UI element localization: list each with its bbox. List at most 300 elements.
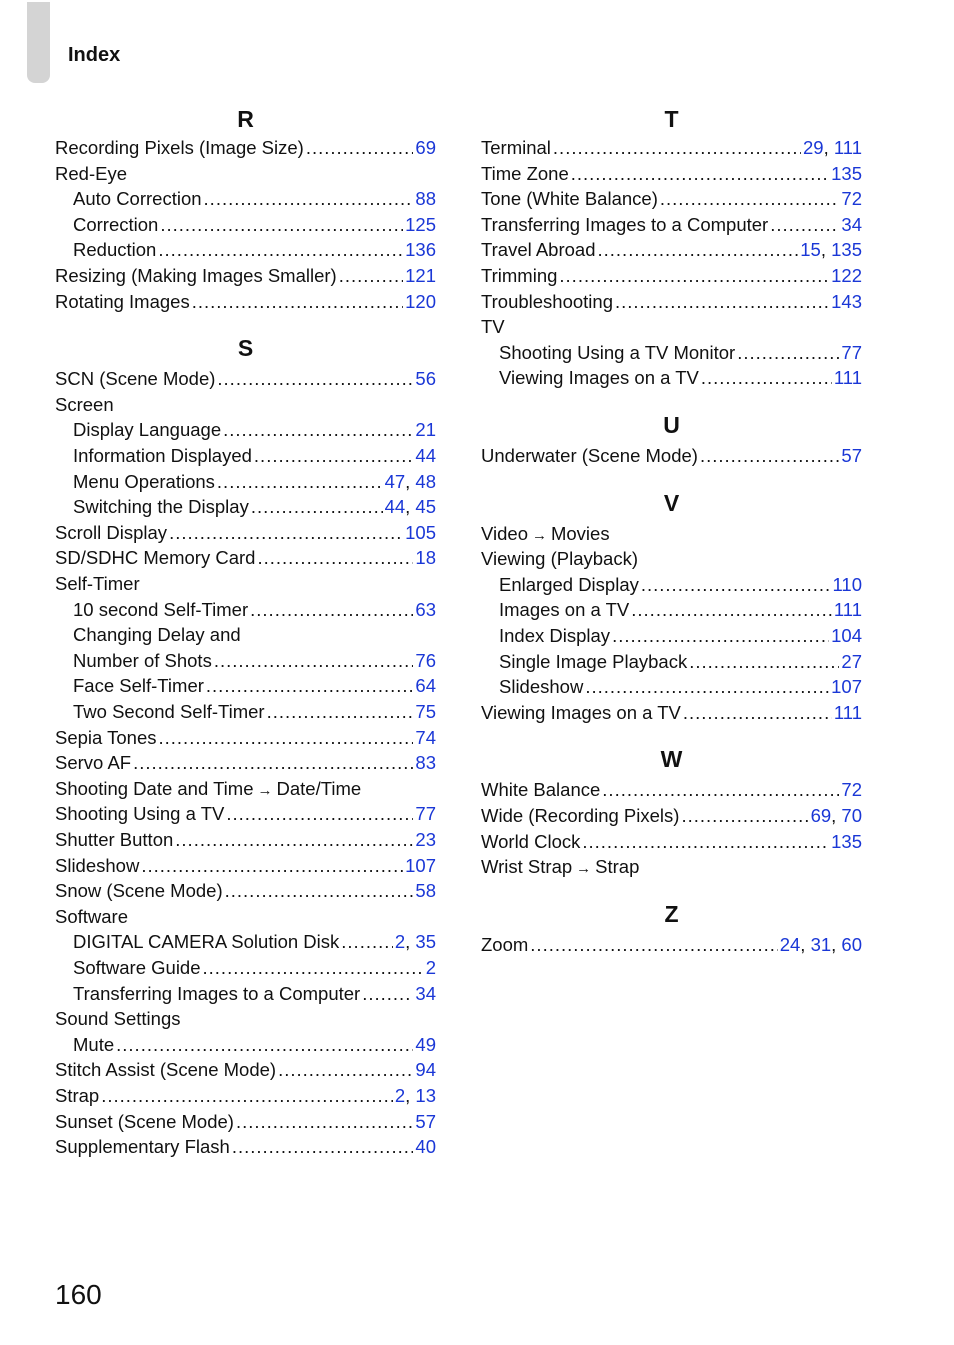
page-link[interactable]: 75 — [415, 701, 436, 722]
page-link[interactable]: 105 — [405, 521, 436, 543]
index-subentry — [73, 981, 436, 1007]
index-entry — [481, 237, 862, 263]
index-entry — [481, 161, 862, 187]
page-link[interactable]: 74 — [415, 726, 436, 748]
page-link[interactable]: 35 — [415, 931, 436, 953]
index-term: Wide (Recording Pixels) — [481, 805, 680, 826]
index-entry — [481, 135, 862, 161]
page-link[interactable]: 76 — [415, 649, 436, 671]
index-term: DIGITAL CAMERA Solution Disk — [73, 931, 340, 953]
index-subentry — [73, 186, 436, 212]
index-term: Underwater (Scene Mode) — [481, 445, 698, 466]
index-term: Zoom — [481, 933, 529, 955]
index-term: Slideshow — [55, 854, 140, 876]
index-entry — [55, 1083, 436, 1109]
index-term: Auto Correction — [73, 188, 202, 210]
page-link[interactable]: 135 — [831, 162, 862, 184]
page-link[interactable]: 2 — [425, 957, 436, 978]
page-link[interactable]: 121 — [405, 265, 436, 286]
section-title: Index — [68, 44, 121, 66]
index-entry — [481, 829, 862, 855]
index-entry — [481, 314, 862, 340]
index-entry — [55, 520, 436, 546]
index-term: Screen — [55, 393, 114, 415]
index-entry — [55, 571, 436, 597]
see-reference: Movies — [550, 522, 610, 544]
page-references — [426, 955, 436, 981]
index-term: Servo AF — [55, 752, 132, 774]
index-subentry — [499, 340, 862, 366]
page-link[interactable]: 44 — [415, 445, 436, 466]
page-references — [415, 366, 436, 392]
dot-leader — [160, 212, 403, 238]
index-entry — [481, 546, 862, 572]
index-entry — [55, 1109, 436, 1135]
page-link[interactable]: 63 — [415, 598, 436, 620]
index-term: Shooting Using a TV Monitor — [499, 341, 736, 363]
page-link[interactable]: 23 — [415, 829, 436, 850]
page-references — [831, 263, 862, 289]
page-references — [831, 623, 862, 649]
page-link[interactable]: 120 — [405, 290, 436, 312]
index-subentry — [73, 955, 436, 981]
dot-leader — [683, 700, 832, 726]
index-entry — [481, 777, 862, 803]
dot-leader — [737, 340, 839, 366]
page-link[interactable]: 27 — [841, 650, 862, 672]
page-link[interactable]: 111 — [833, 701, 862, 723]
index-term: Shutter Button — [55, 829, 174, 850]
page-link[interactable]: 94 — [415, 1059, 436, 1081]
page-link[interactable]: 31 — [810, 933, 832, 955]
page-link[interactable]: 34 — [415, 982, 436, 1004]
page-link[interactable]: 57 — [415, 1110, 436, 1132]
index-letter-heading: V — [663, 489, 680, 516]
dot-leader — [530, 932, 777, 958]
page-references — [415, 801, 436, 827]
index-term: Two Second Self-Timer — [73, 701, 265, 722]
dot-leader — [223, 417, 413, 443]
dot-leader — [559, 263, 829, 289]
page-references: 29, 111 — [803, 137, 862, 158]
dot-leader — [204, 186, 414, 212]
index-term: SCN (Scene Mode) — [55, 368, 216, 390]
page-link[interactable]: 111 — [833, 137, 862, 158]
index-term: Recording Pixels (Image Size) — [55, 137, 304, 158]
index-entry — [55, 366, 436, 392]
index-entry — [55, 1134, 436, 1160]
index-letter-heading: S — [237, 335, 254, 362]
page-references — [834, 700, 862, 726]
index-entry — [481, 212, 862, 238]
section-tab-marker — [27, 2, 50, 83]
dot-leader — [278, 1057, 413, 1083]
see-reference: Strap — [595, 856, 640, 878]
page-references — [415, 725, 436, 751]
page-references: 24, 31, 60 — [779, 933, 862, 955]
index-term: Switching the Display — [73, 496, 249, 518]
index-term: Slideshow — [499, 676, 584, 698]
dot-leader — [701, 365, 832, 391]
index-term: Viewing Images on a TV — [481, 701, 681, 723]
page-link[interactable]: 48 — [415, 470, 436, 492]
page-references — [415, 673, 436, 699]
index-term: Supplementary Flash — [55, 1136, 230, 1158]
index-term: Snow (Scene Mode) — [55, 880, 223, 902]
index-letter-heading: U — [663, 412, 680, 438]
page-references — [415, 597, 436, 623]
index-term: Changing Delay and — [73, 624, 241, 646]
page-references — [415, 648, 436, 674]
index-subentry — [499, 597, 862, 623]
dot-leader — [598, 237, 799, 263]
dot-leader — [582, 829, 829, 855]
index-term: Software — [55, 905, 129, 927]
page-references — [415, 417, 436, 443]
index-subentry — [499, 623, 862, 649]
dot-leader — [631, 597, 832, 623]
index-term: Transferring Images to a Computer — [73, 982, 361, 1004]
index-term: Sepia Tones — [55, 726, 157, 748]
index-entry — [55, 776, 436, 802]
page-link[interactable]: 104 — [831, 625, 862, 646]
dot-leader — [641, 572, 831, 598]
index-subentry — [499, 674, 862, 700]
page-link[interactable]: 70 — [841, 805, 862, 826]
index-entry — [55, 801, 436, 827]
dot-leader — [602, 777, 839, 803]
page-link[interactable]: 56 — [415, 368, 436, 390]
index-term: Resizing (Making Images Smaller) — [55, 265, 337, 286]
index-term: Software Guide — [73, 957, 201, 978]
index-entry — [481, 700, 862, 726]
dot-leader — [585, 674, 829, 700]
index-subentry — [73, 597, 436, 623]
index-term: Menu Operations — [73, 470, 215, 492]
dot-leader — [206, 673, 414, 699]
dot-leader — [612, 623, 829, 649]
page-link[interactable]: 44 — [384, 496, 406, 518]
dot-leader — [169, 520, 403, 546]
page-link[interactable]: 2 — [394, 931, 406, 953]
index-term: Viewing Images on a TV — [499, 367, 699, 389]
index-term: Red-Eye — [55, 162, 127, 184]
index-term: Display Language — [73, 419, 222, 441]
page-link[interactable]: 29 — [803, 137, 824, 158]
dot-leader — [159, 725, 414, 751]
page-link[interactable]: 77 — [415, 803, 436, 825]
index-subentry — [73, 622, 436, 648]
page-references — [415, 1032, 436, 1058]
page-references — [831, 674, 862, 700]
page-link[interactable]: 60 — [841, 933, 862, 955]
page-link[interactable]: 135 — [831, 239, 862, 261]
dot-leader — [226, 801, 413, 827]
page-link[interactable]: 107 — [405, 854, 436, 876]
index-entry — [55, 827, 436, 853]
index-subentry — [73, 417, 436, 443]
page-references — [405, 237, 436, 263]
index-entry — [55, 392, 436, 418]
index-subentry — [73, 469, 436, 495]
index-entry — [481, 263, 862, 289]
dot-leader — [203, 955, 424, 981]
page-link[interactable]: 45 — [415, 496, 436, 518]
dot-leader — [250, 597, 413, 623]
index-entry — [55, 750, 436, 776]
index-term: Rotating Images — [55, 290, 190, 312]
index-term: TV — [481, 316, 505, 338]
index-subentry — [73, 443, 436, 469]
page-references — [415, 186, 436, 212]
page-link[interactable]: 135 — [831, 830, 862, 852]
page-link[interactable]: 21 — [415, 419, 436, 441]
dot-leader — [689, 649, 839, 675]
index-subentry — [499, 365, 862, 391]
dot-leader — [681, 803, 808, 829]
page-references — [841, 186, 862, 212]
index-entry — [481, 521, 862, 547]
index-entry — [55, 161, 436, 187]
index-term: Shooting Using a TV — [55, 803, 225, 825]
page-link[interactable]: 111 — [833, 367, 862, 389]
dot-leader — [267, 699, 414, 725]
index-subentry — [73, 237, 436, 263]
page-link[interactable]: 69 — [810, 805, 832, 826]
dot-leader — [133, 750, 413, 776]
page-link[interactable]: 110 — [832, 573, 862, 595]
page-references: 2, 35 — [394, 931, 436, 953]
index-term: Number of Shots — [73, 649, 212, 671]
index-term: Information Displayed — [73, 445, 252, 466]
dot-leader — [101, 1083, 393, 1109]
index-term: Viewing (Playback) — [481, 548, 638, 570]
dot-leader — [175, 827, 413, 853]
index-term: Index Display — [499, 625, 611, 646]
page-link[interactable]: 83 — [415, 752, 436, 774]
index-letter-heading: Z — [664, 900, 679, 927]
dot-leader — [225, 878, 414, 904]
page-references — [415, 1057, 436, 1083]
index-term: Stitch Assist (Scene Mode) — [55, 1059, 277, 1081]
index-term: Face Self-Timer — [73, 675, 204, 697]
page-link[interactable]: 58 — [415, 880, 436, 902]
page-link[interactable]: 40 — [415, 1136, 436, 1158]
page-references — [415, 545, 436, 571]
page-references — [415, 827, 436, 853]
index-entry — [55, 289, 436, 315]
index-entry — [55, 135, 436, 161]
index-term: Images on a TV — [499, 599, 630, 621]
index-term: White Balance — [481, 779, 601, 801]
index-term: Shooting Date and Time — [55, 777, 254, 799]
page-link[interactable]: 24 — [779, 933, 801, 955]
index-term: Scroll Display — [55, 521, 168, 543]
page-references — [834, 365, 862, 391]
page-references: 47, 48 — [384, 470, 436, 492]
page-references — [405, 212, 436, 238]
page-link[interactable]: 49 — [415, 1033, 436, 1055]
index-entry — [55, 1057, 436, 1083]
index-term: Correction — [73, 213, 159, 235]
index-entry — [481, 443, 862, 469]
see-reference: Date/Time — [276, 777, 362, 799]
index-subentry — [73, 929, 436, 955]
index-letter-heading: R — [237, 106, 254, 132]
right-arrow-icon: → — [531, 526, 547, 544]
index-entry — [55, 904, 436, 930]
dot-leader — [214, 648, 414, 674]
page-references — [833, 572, 863, 598]
index-entry — [481, 932, 862, 958]
index-term: 10 second Self-Timer — [73, 598, 249, 620]
page-link[interactable]: 111 — [833, 599, 862, 621]
page-references: 44, 45 — [384, 496, 436, 518]
index-subentry — [73, 494, 436, 520]
dot-leader — [141, 853, 403, 879]
index-term: Trimming — [481, 265, 558, 286]
dot-leader — [615, 289, 829, 315]
page-references — [415, 981, 436, 1007]
dot-leader — [251, 494, 383, 520]
index-term: Video — [481, 522, 528, 544]
index-term: Troubleshooting — [481, 290, 613, 312]
page-references — [415, 135, 436, 161]
page-references — [415, 1109, 436, 1135]
dot-leader — [217, 366, 413, 392]
page-number: 160 — [55, 1279, 102, 1310]
index-term: Sunset (Scene Mode) — [55, 1110, 234, 1132]
page-references — [415, 750, 436, 776]
right-arrow-icon: → — [576, 860, 592, 878]
page-references — [831, 829, 862, 855]
page-link[interactable]: 64 — [415, 675, 436, 697]
index-subentry — [499, 649, 862, 675]
page-link[interactable]: 136 — [405, 239, 436, 261]
index-letter-heading: W — [660, 746, 683, 773]
dot-leader — [660, 186, 840, 212]
dot-leader — [571, 161, 829, 187]
dot-leader — [158, 237, 403, 263]
index-term: Travel Abroad — [481, 239, 596, 261]
page-link[interactable]: 125 — [405, 213, 436, 235]
page-link[interactable]: 57 — [841, 445, 862, 466]
index-term: Time Zone — [481, 162, 569, 184]
page-link[interactable]: 34 — [841, 213, 862, 235]
dot-leader — [306, 135, 414, 161]
page-references: 69, 70 — [810, 805, 862, 826]
page-references — [405, 289, 436, 315]
page-references: 2, 13 — [394, 1085, 436, 1106]
dot-leader — [257, 545, 413, 571]
page-references — [831, 161, 862, 187]
index-entry — [55, 1006, 436, 1032]
index-subentry — [73, 673, 436, 699]
page-references — [841, 212, 862, 238]
page-references — [841, 777, 862, 803]
index-entry — [55, 725, 436, 751]
index-subentry — [73, 212, 436, 238]
index-entry — [55, 263, 436, 289]
page-link[interactable]: 69 — [415, 137, 436, 158]
page-link[interactable]: 47 — [384, 470, 406, 492]
page-link[interactable]: 88 — [415, 188, 436, 210]
page-link[interactable]: 13 — [415, 1085, 436, 1106]
index-entry — [55, 878, 436, 904]
index-entry — [481, 803, 862, 829]
page-link[interactable]: 15 — [800, 239, 821, 261]
dot-leader — [700, 443, 839, 469]
index-term: Sound Settings — [55, 1008, 181, 1030]
dot-leader — [217, 469, 383, 495]
index-term: Reduction — [73, 239, 157, 261]
index-term: Transferring Images to a Computer — [481, 213, 769, 235]
page-references — [415, 443, 436, 469]
index-subentry — [73, 1032, 436, 1058]
page-link[interactable]: 143 — [831, 290, 862, 312]
page-references — [841, 340, 862, 366]
dot-leader — [553, 135, 801, 161]
index-letter-heading: T — [664, 106, 679, 132]
dot-leader — [341, 929, 393, 955]
page-link[interactable]: 18 — [415, 547, 436, 569]
page-references — [415, 1134, 436, 1160]
page-link[interactable]: 72 — [841, 779, 862, 801]
page-link[interactable]: 2 — [394, 1085, 406, 1106]
index-subentry — [73, 648, 436, 674]
index-term: World Clock — [481, 830, 581, 852]
index-term: Terminal — [481, 137, 551, 158]
index-subentry — [73, 699, 436, 725]
dot-leader — [362, 981, 413, 1007]
index-entry — [55, 545, 436, 571]
index-term: Single Image Playback — [499, 650, 688, 672]
page-references — [405, 520, 436, 546]
page-references — [834, 597, 862, 623]
index-term: SD/SDHC Memory Card — [55, 547, 256, 569]
page-references — [841, 443, 862, 469]
index-entry — [481, 186, 862, 212]
index-term: Strap — [55, 1085, 100, 1106]
page-references — [841, 649, 862, 675]
index-term: Self-Timer — [55, 573, 140, 594]
index-term: Tone (White Balance) — [481, 188, 658, 210]
page-references — [405, 853, 436, 879]
index-entry — [55, 853, 436, 879]
page-references — [415, 699, 436, 725]
index-entry — [481, 854, 862, 880]
dot-leader — [236, 1109, 413, 1135]
index-term: Wrist Strap — [481, 856, 573, 878]
right-arrow-icon: → — [257, 781, 273, 799]
dot-leader — [339, 263, 403, 289]
page-link[interactable]: 107 — [831, 676, 862, 698]
dot-leader — [254, 443, 414, 469]
index-entry — [481, 289, 862, 315]
page-link[interactable]: 77 — [841, 341, 862, 363]
index-term: Mute — [73, 1033, 115, 1055]
page-link[interactable]: 72 — [841, 188, 862, 210]
page-references — [831, 289, 862, 315]
page-link[interactable]: 122 — [831, 265, 862, 286]
dot-leader — [770, 212, 839, 238]
page-references — [405, 263, 436, 289]
dot-leader — [116, 1032, 413, 1058]
dot-leader — [232, 1134, 414, 1160]
dot-leader — [192, 289, 403, 315]
page-references — [415, 878, 436, 904]
index-term: Enlarged Display — [499, 573, 639, 595]
